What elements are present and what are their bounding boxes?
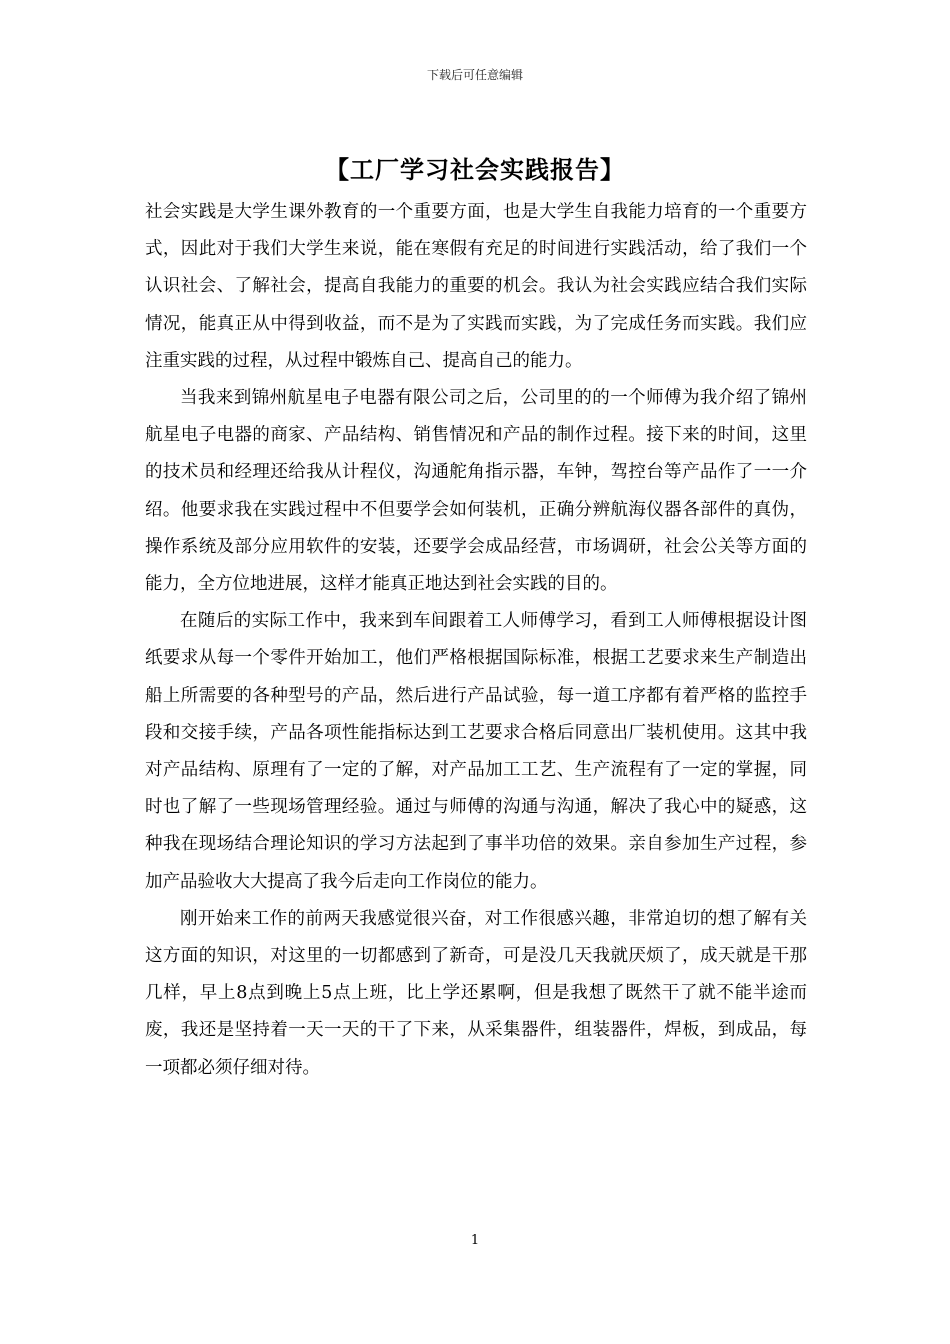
paragraph-3: 在随后的实际工作中，我来到车间跟着工人师傅学习，看到工人师傅根据设计图纸要求从每一个零件开始加工，他们严格根据国际标准，根据工艺要求来生产制造出船上所需要的各种型号的产品，然后进行产品试验，每一道工序都有着严格的监控手段和交接手续，产品各项性能指标达到工艺要求合格后同意出厂装机使用。这其中我对产品结构、原理有了一定的了解，对产品加工工艺、生产流程有了一定的掌握，同时也了解了一些现场管理经验。通过与师傅的沟通与沟通，解决了我心中的疑惑，这种我在现场结合理论知识的学习方法起到了事半功倍的效果。亲自参加生产过程，参加产品验收大大提高了我今后走向工作岗位的能力。 (145, 611, 807, 892)
paragraph-1: 社会实践是大学生课外教育的一个重要方面，也是大学生自我能力培育的一个重要方式，因此对于我们大学生来说，能在寒假有充足的时间进行实践活动，给了我们一个认识社会、了解社会，提高自我能力的重要的机会。我认为社会实践应结合我们实际情况，能真正从中得到收益，而不是为了实践而实践，为了完成任务而实践。我们应注重实践的过程，从过程中锻炼自己、提高自己的能力。 (145, 202, 807, 371)
paragraph-2: 当我来到锦州航星电子电器有限公司之后，公司里的的一个师傅为我介绍了锦州航星电子电器的商家、产品结构、销售情况和产品的制作过程。接下来的时间，这里的技术员和经理还给我从计程仪，沟通舵角指示器，车钟，驾控台等产品作了一一介绍。他要求我在实践过程中不但要学会如何装机，正确分辨航海仪器各部件的真伪，操作系统及部分应用软件的安装，还要学会成品经营，市场调研，社会公关等方面的能力，全方位地进展，这样才能真正地达到社会实践的目的。 (145, 388, 807, 595)
document-title: 【工厂学习社会实践报告】 (325, 156, 625, 184)
page-header-note: 下载后可任意编辑 (426, 68, 523, 82)
paragraph-4: 刚开始来工作的前两天我感觉很兴奋，对工作很感兴趣，非常迫切的想了解有关这方面的知识，对这里的一切都感到了新奇，可是没几天我就厌烦了，成天就是干那几样，早上8点到晚上5点上班，比上学还累啊，但是我想了既然干了就不能半途而废，我还是坚持着一天一天的干了下来，从采集器件，组装器件，焊板，到成品，每一项都必须仔细对待。 (145, 908, 807, 1078)
document-body (145, 194, 807, 1087)
page-number: 1 (470, 1233, 480, 1248)
